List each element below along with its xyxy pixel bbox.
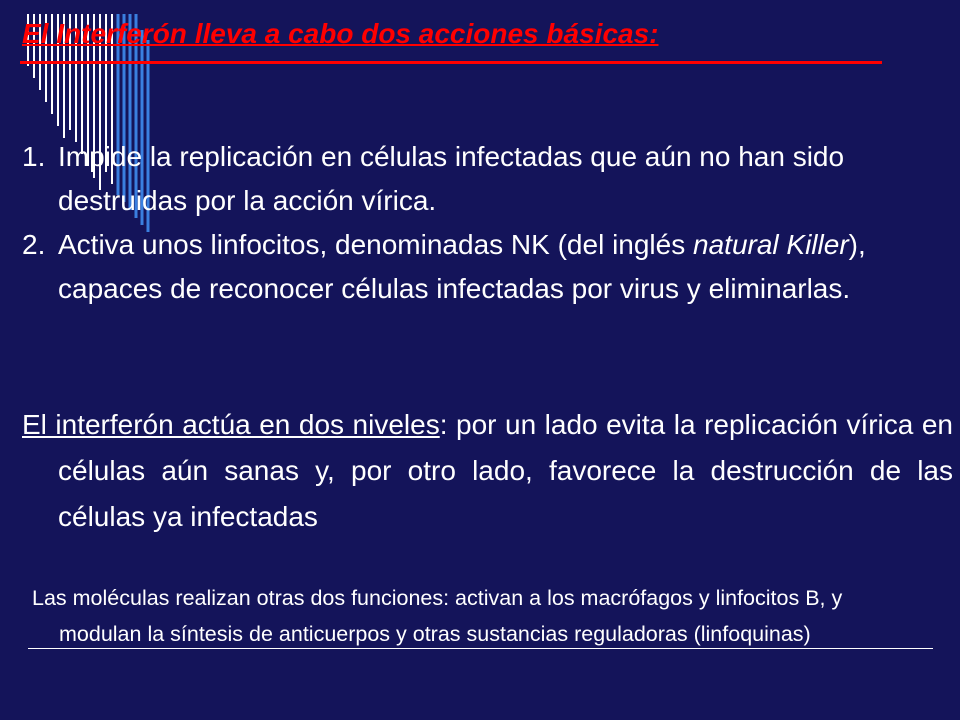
title-underline: [20, 61, 882, 64]
action-text-italic: natural Killer: [693, 229, 849, 260]
action-number: 1.: [22, 141, 46, 172]
action-text: Impide la replicación en células infectadas que aún no han sido destruidas por la acción vírica.: [58, 141, 845, 216]
functions-note: Las moléculas realizan otras dos funciones: activan a los macrófagos y linfocitos B, y modulan la síntesis de anticuerpos y otras sustancias reguladoras (linfoquinas): [32, 586, 843, 646]
levels-text: por un lado evita la replicación vírica en células aún sanas y, por otro lado, favorece la destrucción de las células ya infectadas: [58, 409, 953, 532]
levels-paragraph: [22, 402, 953, 540]
action-item: [22, 135, 922, 223]
bottom-divider: [28, 648, 933, 649]
slide-title: El Interferón lleva a cabo dos acciones básicas:: [22, 18, 659, 49]
actions-list: [22, 135, 922, 311]
action-number: 2.: [22, 229, 46, 260]
action-item: [22, 223, 922, 311]
action-text-before: Activa unos linfocitos, denominadas NK (del inglés: [58, 229, 694, 260]
levels-colon: :: [439, 409, 448, 440]
levels-heading: El interferón actúa en dos niveles: [22, 409, 440, 440]
action-text-after: ), capaces de reconocer células infectadas por virus y eliminarlas.: [58, 229, 866, 304]
